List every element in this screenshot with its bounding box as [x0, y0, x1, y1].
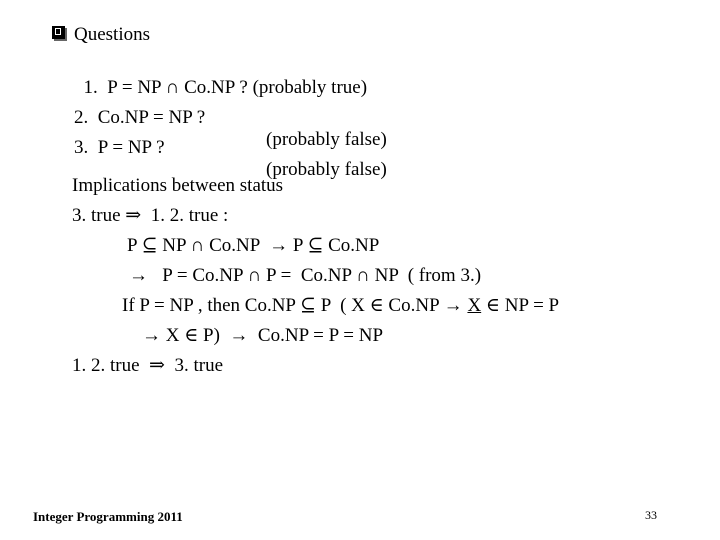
implication-line-4-tail: ∈ NP = P	[481, 295, 560, 316]
question-2-text: 2. Co.NP = NP ?	[74, 107, 206, 128]
implications-title: Implications between status	[72, 175, 284, 196]
bullet-icon	[52, 26, 65, 39]
implication-line-4-text: If P = NP , then Co.NP ⊆ P ( X ∈ Co.NP →	[122, 295, 468, 316]
implication-line-3: → P = Co.NP ∩ P = Co.NP ∩ NP ( from 3.)	[129, 265, 482, 286]
implication-line-4	[122, 295, 559, 317]
question-2-note: (probably false)	[266, 129, 387, 150]
implication-underlined-x: X	[467, 295, 482, 316]
question-3-text: 3. P = NP ?	[74, 137, 165, 158]
implication-line-1: 3. true ⇒ 1. 2. true :	[72, 205, 229, 226]
question-3-note: (probably false)	[266, 159, 387, 180]
implication-line-2: P ⊆ NP ∩ Co.NP → P ⊆ Co.NP	[127, 235, 380, 256]
implication-line-6: 1. 2. true ⇒ 3. true	[72, 355, 223, 376]
implication-line-5: → X ∈ P) → Co.NP = P = NP	[142, 325, 384, 346]
question-3	[74, 115, 474, 181]
section-heading: Questions	[74, 24, 150, 45]
question-1-text: 1. P = NP ∩ Co.NP ? (probably true)	[83, 77, 368, 98]
page-number: 33	[645, 508, 657, 522]
footer-title: Integer Programming 2011	[33, 509, 183, 524]
